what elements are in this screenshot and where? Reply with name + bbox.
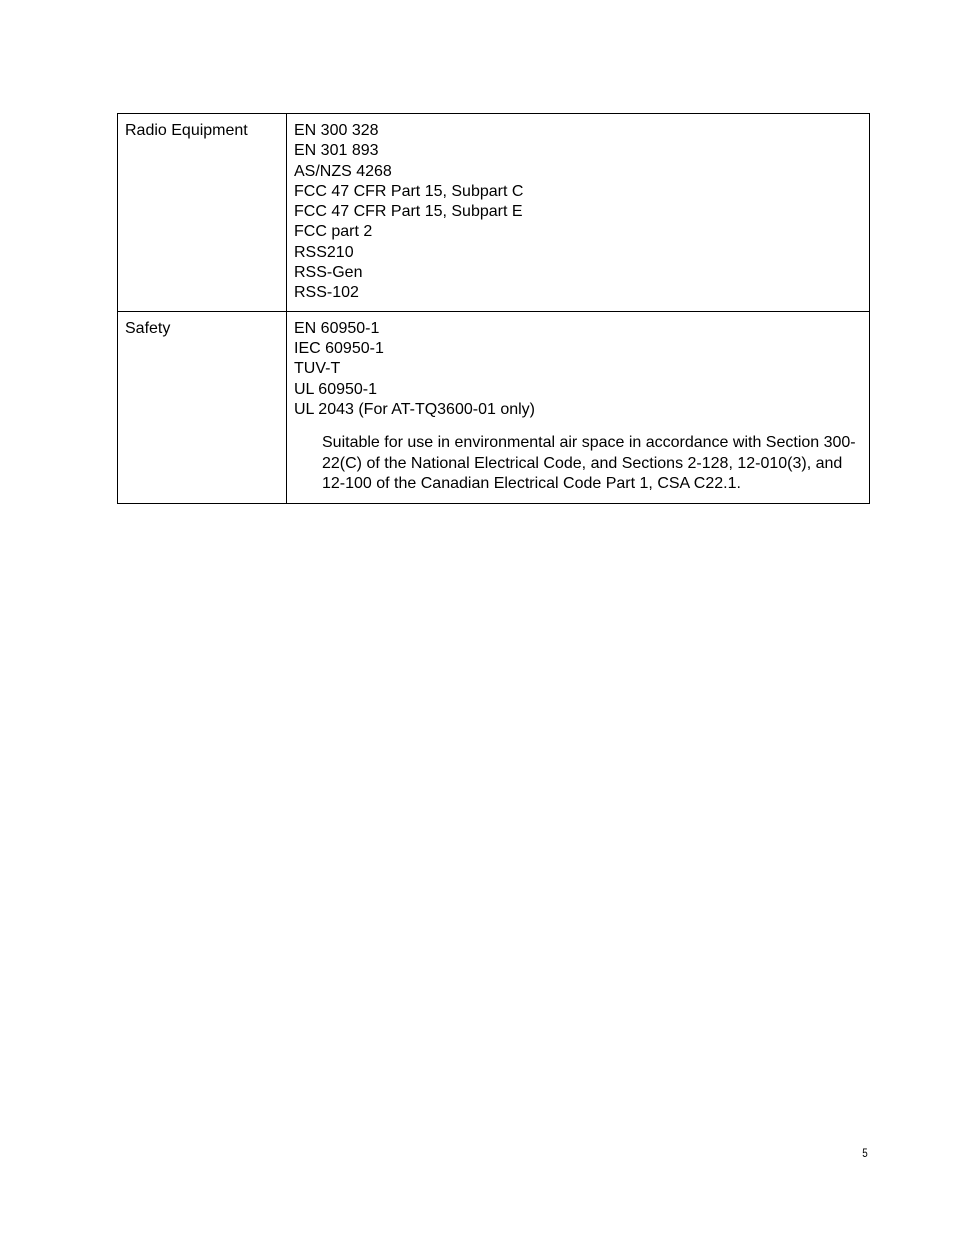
standard-item: UL 60950-1 <box>294 380 378 398</box>
standards-cell <box>287 114 870 312</box>
plenum-note: Suitable for use in environmental air space in accordance with Section 300-22(C) of the National Electrical Code, and Sections 2-128, 12-010(3), and 12-100 of the Canadian Electrical Code Part 1, CSA C22.1. <box>322 434 856 493</box>
standard-item: FCC 47 CFR Part 15, Subpart C <box>294 182 524 200</box>
category-cell <box>118 311 287 503</box>
standard-item: RSS-Gen <box>294 264 363 282</box>
page-number: 5 <box>862 1146 868 1160</box>
category-label: Radio Equipment <box>125 122 248 139</box>
standard-item: AS/NZS 4268 <box>294 162 392 180</box>
standard-item: TUV-T <box>294 360 341 378</box>
standard-item: FCC part 2 <box>294 223 373 241</box>
table-row-radio-equipment <box>118 114 870 312</box>
standard-item: RSS-102 <box>294 284 359 302</box>
category-label: Safety <box>125 319 171 337</box>
standard-item: RSS210 <box>294 243 354 261</box>
standard-item: IEC 60950-1 <box>294 339 384 357</box>
standard-item: EN 300 328 <box>294 122 379 139</box>
standard-item: FCC 47 CFR Part 15, Subpart E <box>294 203 523 221</box>
standards-cell <box>287 311 870 503</box>
standard-item: EN 301 893 <box>294 142 379 160</box>
standard-item: UL 2043 (For AT-TQ3600-01 only) <box>294 400 535 418</box>
standard-item: EN 60950-1 <box>294 319 380 337</box>
table-row-safety <box>118 311 870 503</box>
compliance-table <box>117 113 870 504</box>
category-cell <box>118 114 287 312</box>
